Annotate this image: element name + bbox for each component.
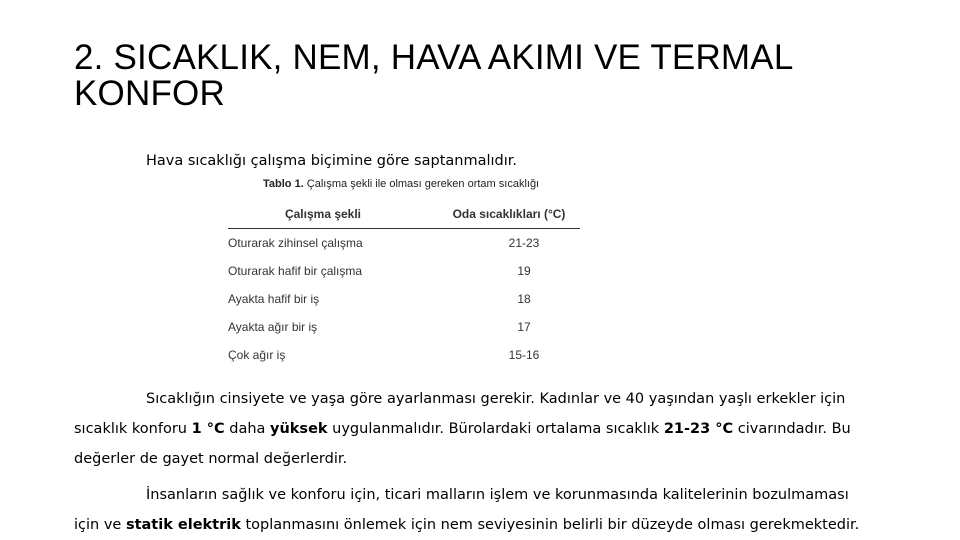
bold-text: statik elektrik [125, 517, 241, 533]
work-type-cell: Ayakta hafif bir iş [228, 292, 320, 306]
work-type-cell: Oturarak hafif bir çalışma [228, 264, 363, 278]
temperature-table [228, 199, 580, 369]
table-caption-label: Tablo 1. [263, 178, 304, 190]
temperature-cell: 15-16 [508, 348, 540, 362]
table-caption-text: Çalışma şekli ile olması gereken ortam sıcaklığı [303, 178, 540, 190]
paragraph-temperature-comfort [74, 384, 904, 474]
temperature-cell: 17 [517, 320, 531, 334]
text-segment: daha [224, 421, 271, 437]
table-header-row [228, 199, 580, 229]
table-row [228, 229, 580, 258]
column-header-work: Çalışma şekli [228, 199, 438, 229]
paragraph-line [74, 414, 904, 444]
text-segment: civarındadır. Bu [733, 421, 851, 437]
temperature-cell: 18 [517, 292, 531, 306]
title-line-1: 2. SICAKLIK, NEM, HAVA AKIMI VE TERMAL [74, 38, 794, 77]
bold-text: 21-23 °C [663, 421, 734, 437]
text-segment: toplanmasını önlemek için nem seviyesinin belirli bir düzeyde olması gerekmektedir. [240, 517, 860, 533]
paragraph-line: Sıcaklığın cinsiyete ve yaşa göre ayarlanması gerekir. Kadınlar ve 40 yaşından yaşlı erkekler için [146, 391, 846, 407]
paragraph-line: değerler de gayet normal değerlerdir. [74, 451, 348, 467]
work-type-cell: Ayakta ağır bir iş [228, 320, 318, 334]
text-segment: için ve [74, 517, 126, 533]
text-segment: uygulanmalıdır. Bürolardaki ortalama sıcaklık [327, 421, 664, 437]
table-row [228, 341, 580, 369]
slide-title [74, 40, 914, 112]
bold-text: yüksek [270, 421, 328, 437]
temperature-cell: 19 [517, 264, 531, 278]
temperature-cell: 21-23 [508, 236, 540, 250]
table-row [228, 313, 580, 341]
title-line-2: KONFOR [74, 74, 225, 113]
paragraph-humidity [74, 480, 904, 540]
paragraph-line [74, 510, 904, 540]
table-row [228, 285, 580, 313]
bold-text: 1 °C [191, 421, 225, 437]
table-caption [263, 178, 539, 190]
work-type-cell: Oturarak zihinsel çalışma [228, 236, 363, 250]
work-type-cell: Çok ağır iş [228, 348, 286, 362]
intro-text: Hava sıcaklığı çalışma biçimine göre saptanmalıdır. [146, 153, 517, 169]
paragraph-line: İnsanların sağlık ve konforu için, ticari malların işlem ve korunmasında kalitelerinin bozulmaması [146, 487, 849, 503]
table-row [228, 257, 580, 285]
column-header-temperature: Oda sıcaklıkları (°C) [438, 199, 580, 229]
text-segment: sıcaklık konforu [74, 421, 192, 437]
